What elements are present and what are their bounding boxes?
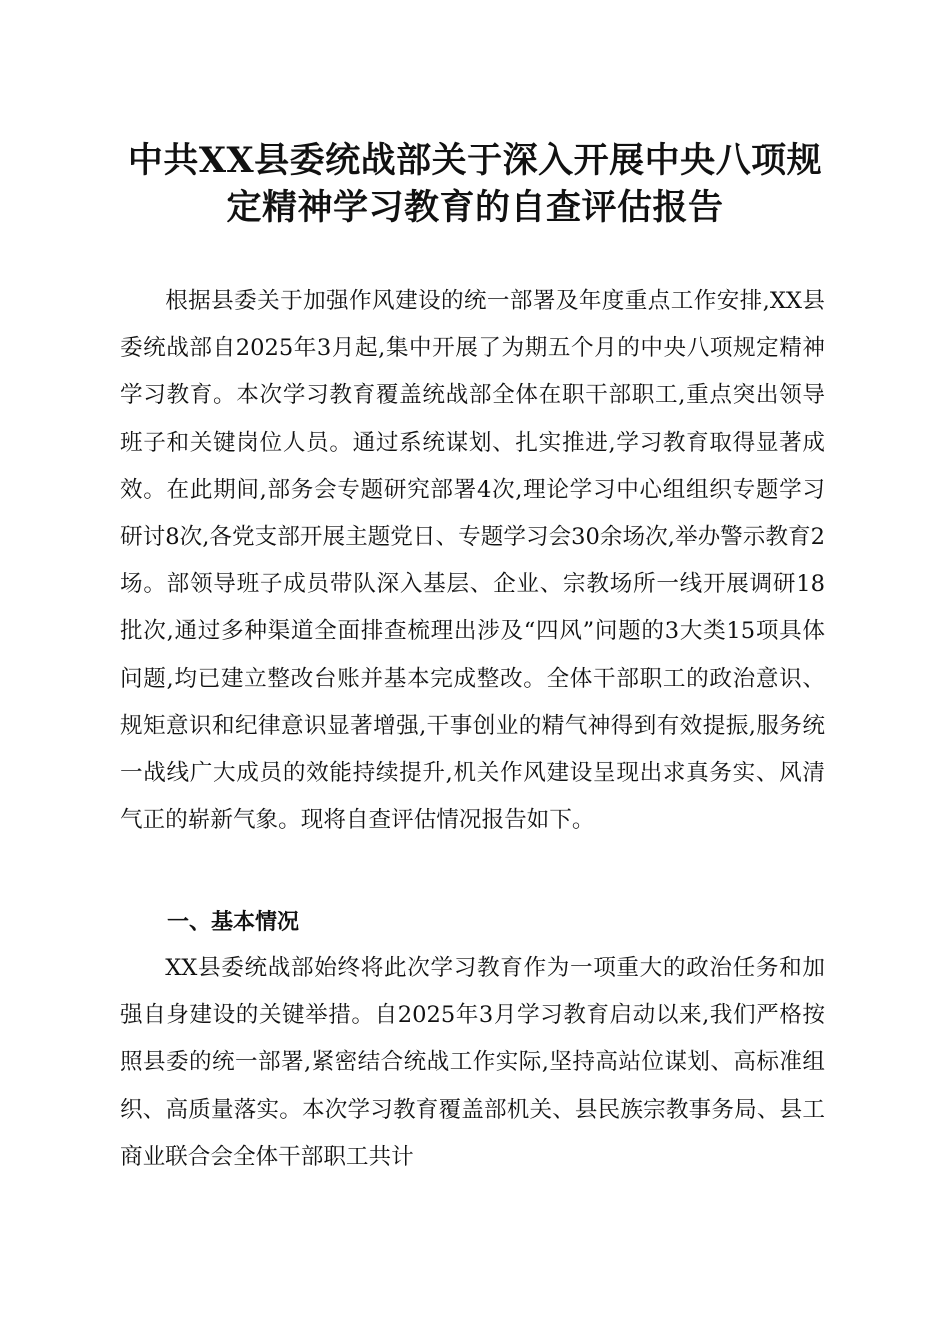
intro-paragraph: 根据县委关于加强作风建设的统一部署及年度重点工作安排,XX县委统战部自2025年3月起,集中开展了为期五个月的中央八项规定精神学习教育。本次学习教育覆盖统战部全体在职干部职工,重点突出领导班子和关键岗位人员。通过系统谋划、扎实推进,学习教育取得显著成效。在此期间,部务会专题研究部署4次,理论学习中心组组织专题学习研讨8次,各党支部开展主题党日、专题学习会30余场次,举办警示教育2场。部领导班子成员带队深入基层、企业、宗教场所一线开展调研18批次,通过多种渠道全面排查梳理出涉及“四风”问题的3大类15项具体问题,均已建立整改台账并基本完成整改。全体干部职工的政治意识、规矩意识和纪律意识显著增强,干事创业的精气神得到有效提振,服务统一战线广大成员的效能持续提升,机关作风建设呈现出求真务实、风清气正的崭新气象。现将自查评估情况报告如下。 — [120, 288, 825, 834]
basic-situation-paragraph: XX县委统战部始终将此次学习教育作为一项重大的政治任务和加强自身建设的关键举措。自2025年3月学习教育启动以来,我们严格按照县委的统一部署,紧密结合统战工作实际,坚持高站位谋划、高标准组织、高质量落实。本次学习教育覆盖部机关、县民族宗教事务局、县工商业联合会全体干部职工共计 — [120, 955, 825, 1170]
title-line-2: 定精神学习教育的自查评估报告 — [226, 187, 724, 228]
title-line-1: 中共XX县委统战部关于深入开展中央八项规 — [127, 140, 823, 181]
section-heading-basic-situation: 一、基本情况 — [167, 910, 300, 935]
document-title — [110, 137, 840, 231]
